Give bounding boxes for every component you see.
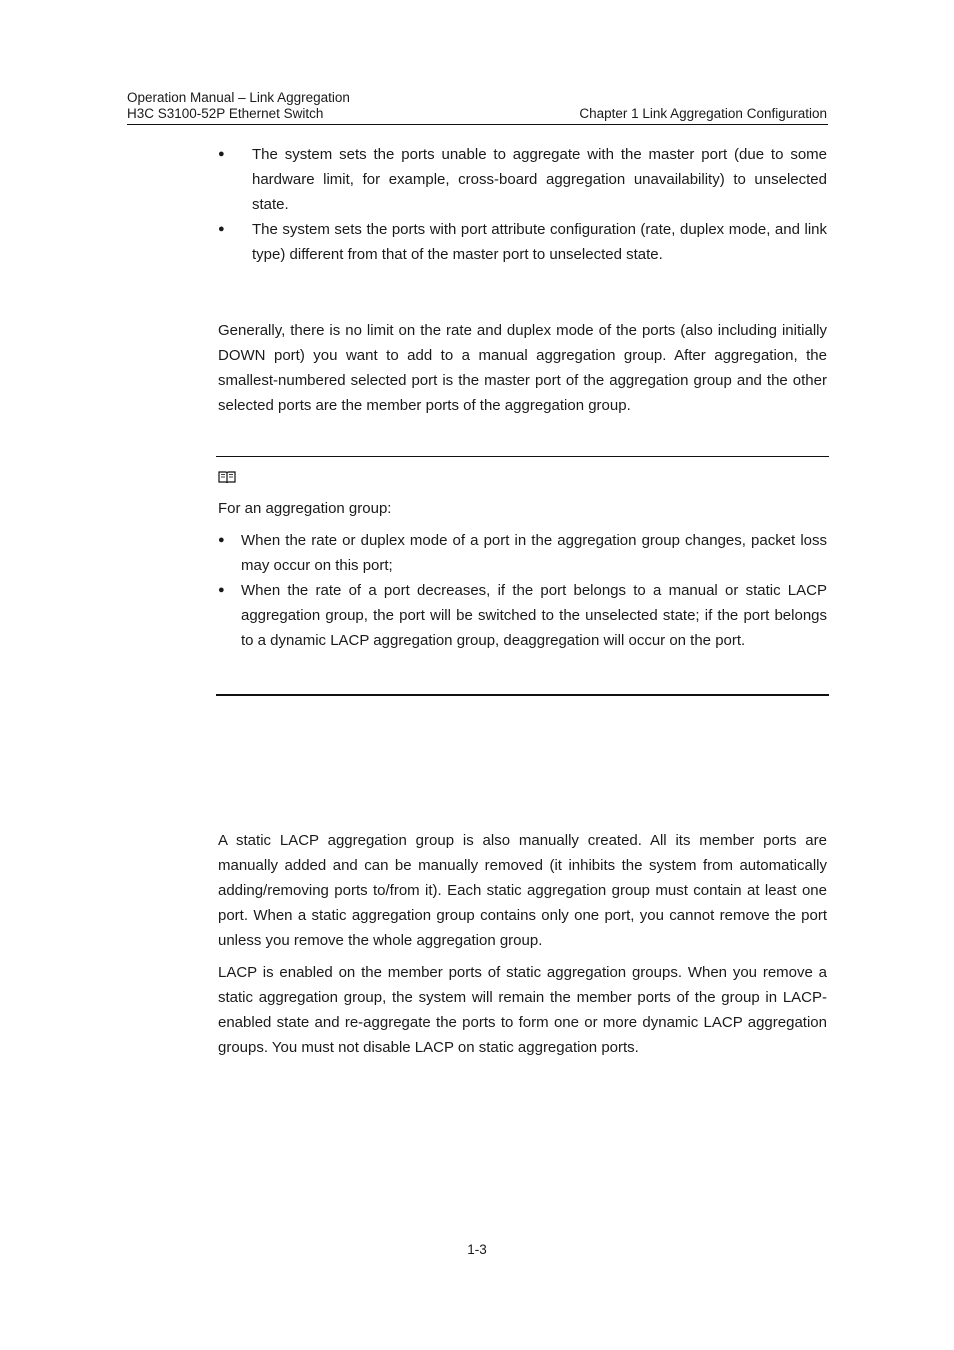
header-product-name: H3C S3100-52P Ethernet Switch xyxy=(127,106,324,121)
note-bottom-rule xyxy=(216,694,829,696)
page-header xyxy=(127,90,827,122)
list-item xyxy=(218,142,827,217)
list-item-text: When the rate of a port decreases, if the port belongs to a manual or static LACP aggregation group, the port will be switched to the unselected state; if the port belongs to a dynamic LACP aggregation group, deaggregation will occur on the port. xyxy=(241,582,827,649)
static-lacp-paragraph-2: LACP is enabled on the member ports of static aggregation groups. When you remove a static aggregation group, the system will remain the member ports of the group in LACP-enabled state and re-aggregate the ports to form one or more dynamic LACP aggregation groups. You must not disable LACP on static aggregation ports. xyxy=(218,964,827,1056)
manual-aggregation-paragraph: Generally, there is no limit on the rate and duplex mode of the ports (also including initially DOWN port) you want to add to a manual aggregation group. After aggregation, the smallest-numbered selected port is the master port of the aggregation group and the other selected ports are the member ports of the aggregation group. xyxy=(218,322,827,414)
list-item-text: The system sets the ports unable to aggregate with the master port (due to some hardware limit, for example, cross-board aggregation unavailability) to unselected state. xyxy=(252,146,827,213)
header-row-1 xyxy=(127,90,827,106)
page-number: 1-3 xyxy=(467,1242,487,1257)
bullet-icon: ● xyxy=(218,534,225,546)
header-manual-title: Operation Manual – Link Aggregation xyxy=(127,90,350,105)
list-item xyxy=(218,528,827,578)
note-intro: For an aggregation group: xyxy=(218,500,392,517)
bullet-icon: ● xyxy=(218,223,225,235)
list-item-text: When the rate or duplex mode of a port in the aggregation group changes, packet loss may occur on this port; xyxy=(241,532,827,574)
bullet-icon: ● xyxy=(218,584,225,596)
header-divider xyxy=(127,124,828,125)
list-item-text: The system sets the ports with port attribute configuration (rate, duplex mode, and link type) different from that of the master port to unselected state. xyxy=(252,221,827,263)
list-item xyxy=(218,217,827,267)
unselected-rules-list xyxy=(218,142,827,267)
book-icon xyxy=(218,470,236,484)
note-top-rule xyxy=(216,456,829,457)
note-list xyxy=(218,528,827,653)
header-chapter-title: Chapter 1 Link Aggregation Configuration xyxy=(579,106,827,121)
bullet-icon: ● xyxy=(218,148,225,160)
static-lacp-paragraph-1: A static LACP aggregation group is also manually created. All its member ports are manually added and can be manually removed (it inhibits the system from automatically adding/removing ports to/from it). Each static aggregation group must contain at least one port. When a static aggregation group contains only one port, you cannot remove the port unless you remove the whole aggregation group. xyxy=(218,832,827,949)
list-item xyxy=(218,578,827,653)
header-row-2 xyxy=(127,106,827,122)
